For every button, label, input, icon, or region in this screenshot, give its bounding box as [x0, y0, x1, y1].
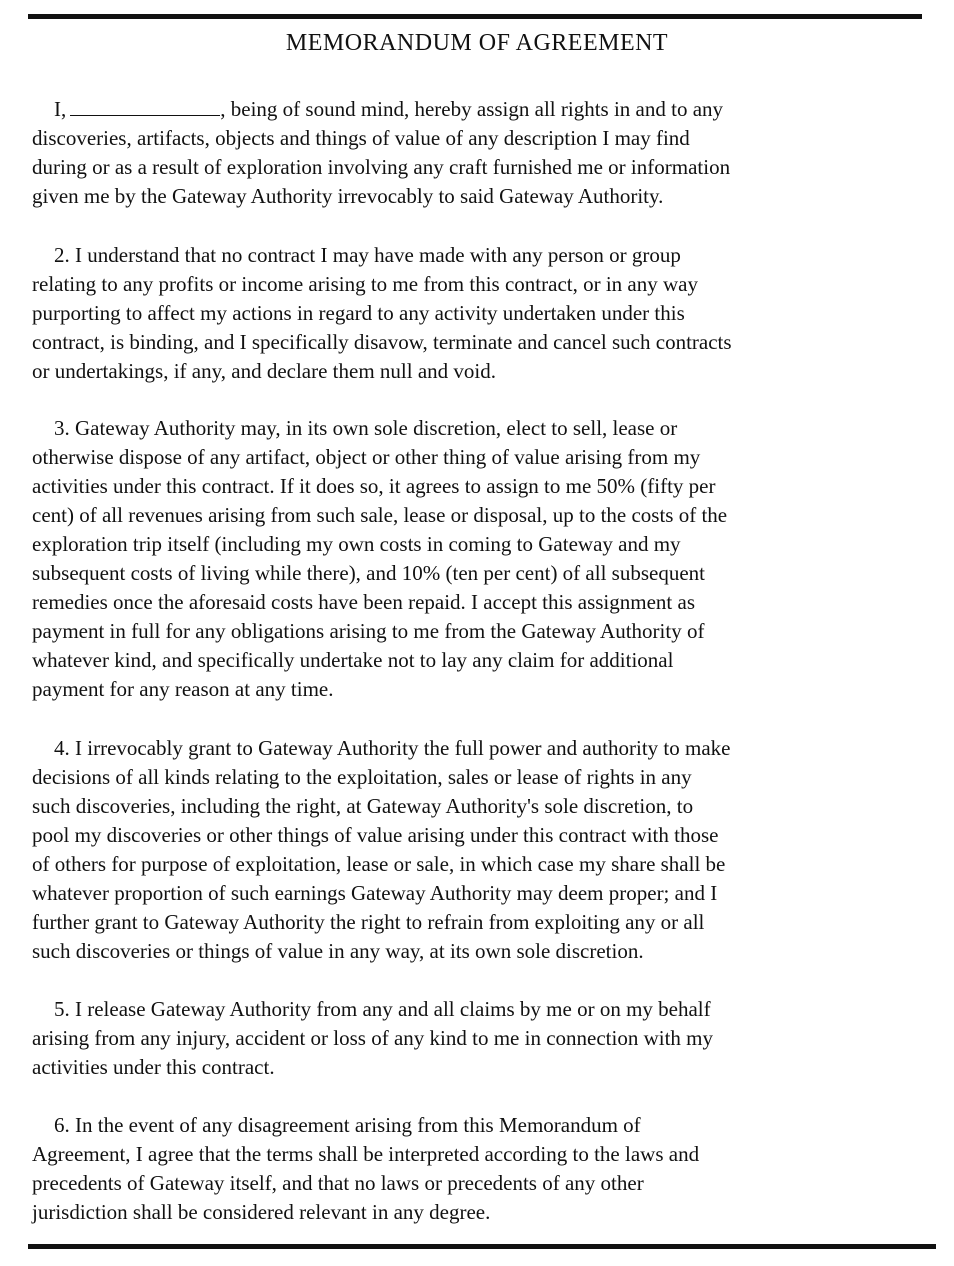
paragraph-line: I, , being of sound mind, hereby assign all rights in and to any — [54, 97, 724, 121]
paragraph-6 — [32, 1111, 932, 1227]
paragraph-line: contract, is binding, and I specifically disavow, terminate and cancel such contracts — [32, 330, 732, 354]
paragraph-line: payment for any reason at any time. — [32, 677, 334, 701]
paragraph-line: such discoveries, including the right, at Gateway Authority's sole discretion, to — [32, 794, 694, 818]
paragraph-line: subsequent costs of living while there), and 10% (ten per cent) of all subsequent — [32, 561, 705, 585]
paragraph-line: whatever proportion of such earnings Gateway Authority may deem proper; and I — [32, 881, 718, 905]
paragraph-line: jurisdiction shall be considered relevant in any degree. — [32, 1200, 491, 1224]
paragraph-lead: I, — [54, 97, 67, 121]
paragraph-line: activities under this contract. — [32, 1055, 275, 1079]
paragraph-1 — [32, 95, 932, 211]
paragraph-line: or undertakings, if any, and declare them null and void. — [32, 359, 496, 383]
paragraph-2 — [32, 241, 932, 386]
paragraph-line: pool my discoveries or other things of value arising under this contract with those — [32, 823, 719, 847]
paragraph-3 — [32, 414, 932, 704]
paragraph-line: remedies once the aforesaid costs have been repaid. I accept this assignment as — [32, 590, 695, 614]
paragraph-line: purporting to affect my actions in regard to any activity undertaken under this — [32, 301, 685, 325]
paragraph-line: 3. Gateway Authority may, in its own sole discretion, elect to sell, lease or — [54, 416, 678, 440]
paragraph-line: given me by the Gateway Authority irrevocably to said Gateway Authority. — [32, 184, 664, 208]
paragraph-line: exploration trip itself (including my own costs in coming to Gateway and my — [32, 532, 681, 556]
paragraph-line: payment in full for any obligations arising to me from the Gateway Authority of — [32, 619, 705, 643]
paragraph-line: Agreement, I agree that the terms shall be interpreted according to the laws and — [32, 1142, 700, 1166]
name-blank-field — [70, 99, 220, 116]
paragraph-line: such discoveries or things of value in any way, at its own sole discretion. — [32, 939, 644, 963]
paragraph-line: 2. I understand that no contract I may have made with any person or group — [54, 243, 681, 267]
top-rule — [28, 14, 922, 19]
paragraph-line: precedents of Gateway itself, and that no laws or precedents of any other — [32, 1171, 644, 1195]
paragraph-line: whatever kind, and specifically undertake not to lay any claim for additional — [32, 648, 674, 672]
paragraph-line: 4. I irrevocably grant to Gateway Authority the full power and authority to make — [54, 736, 731, 760]
paragraph-line: arising from any injury, accident or loss of any kind to me in connection with my — [32, 1026, 713, 1050]
paragraph-line: of others for purpose of exploitation, lease or sale, in which case my share shall be — [32, 852, 726, 876]
paragraph-line: 5. I release Gateway Authority from any and all claims by me or on my behalf — [54, 997, 711, 1021]
paragraph-line: discoveries, artifacts, objects and things of value of any description I may find — [32, 126, 690, 150]
paragraph-line: during or as a result of exploration involving any craft furnished me or information — [32, 155, 731, 179]
paragraph-line: cent) of all revenues arising from such sale, lease or disposal, up to the costs of the — [32, 503, 728, 527]
paragraph-line: 6. In the event of any disagreement arising from this Memorandum of — [54, 1113, 641, 1137]
paragraph-4 — [32, 734, 932, 966]
paragraph-line: further grant to Gateway Authority the right to refrain from exploiting any or all — [32, 910, 705, 934]
paragraph-line: relating to any profits or income arising to me from this contract, or in any way — [32, 272, 698, 296]
document-title: MEMORANDUM OF AGREEMENT — [285, 30, 669, 56]
paragraph-line: decisions of all kinds relating to the exploitation, sales or lease of rights in any — [32, 765, 692, 789]
paragraph-5 — [32, 995, 932, 1082]
bottom-rule — [28, 1244, 936, 1249]
paragraph-line: activities under this contract. If it does so, it agrees to assign to me 50% (fifty per — [32, 474, 716, 498]
paragraph-line: otherwise dispose of any artifact, object or other thing of value arising from my — [32, 445, 701, 469]
